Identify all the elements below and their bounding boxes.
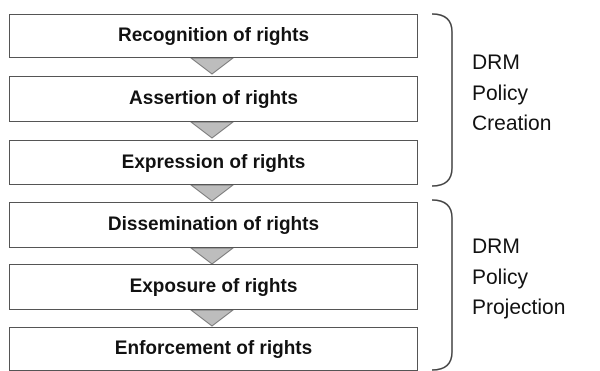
group-label-creation xyxy=(472,48,551,140)
step-expression: Expression of rights xyxy=(9,140,418,185)
step-exposure: Exposure of rights xyxy=(9,264,418,310)
step-enforcement: Enforcement of rights xyxy=(9,327,418,371)
down-arrow-1 xyxy=(191,58,233,74)
step-assertion: Assertion of rights xyxy=(9,76,418,122)
projection-brace xyxy=(432,200,452,370)
down-arrow-3 xyxy=(191,185,233,201)
group-creation-line-2: Policy xyxy=(472,81,529,105)
creation-brace xyxy=(432,14,452,186)
group-projection-line-2: Policy xyxy=(472,265,529,289)
down-arrow-4 xyxy=(191,248,233,264)
down-arrow-5 xyxy=(191,310,233,326)
group-projection-line-3: Projection xyxy=(472,296,566,319)
group-projection-line-1: DRM xyxy=(472,235,520,258)
step-recognition: Recognition of rights xyxy=(9,14,418,58)
step-dissemination: Dissemination of rights xyxy=(9,202,418,248)
down-arrow-2 xyxy=(191,122,233,138)
group-creation-line-1: DRM xyxy=(472,51,520,74)
group-creation-line-3: Creation xyxy=(472,112,552,135)
group-label-projection xyxy=(472,232,565,324)
